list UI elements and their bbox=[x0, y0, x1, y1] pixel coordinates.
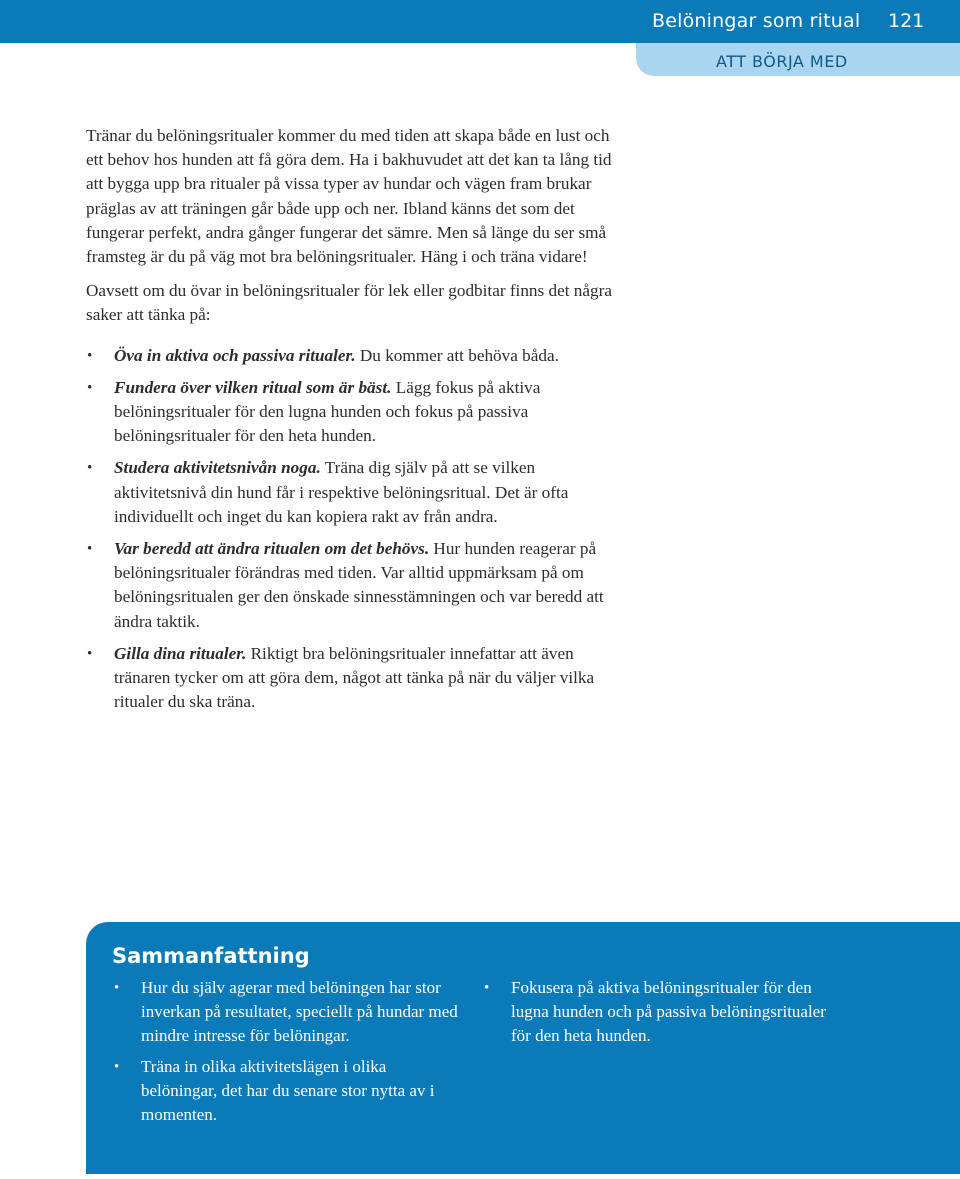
bullet-icon: • bbox=[87, 541, 93, 558]
list-item bbox=[86, 344, 626, 368]
summary-item bbox=[484, 976, 829, 1049]
list-item-lead: Var beredd att ändra ritualen om det behövs. bbox=[114, 539, 430, 559]
section-label: ATT BÖRJA MED bbox=[716, 52, 848, 71]
summary-item-text: Träna in olika aktivitetslägen i olika belöningar, det har du senare stor nytta av i momenten. bbox=[141, 1056, 435, 1125]
list-item-text: Träna dig själv på att se vilken aktivitetsnivå din hund får i respektive belöningsritual. Det är ofta individuellt och inget du kan kopiera rakt av från andra. bbox=[114, 458, 569, 526]
list-item bbox=[86, 642, 626, 715]
list-item-text: Hur hunden reagerar på belöningsritualer förändras med tiden. Var alltid uppmärksam på om belöningsritualen ger den önskade sinnesstämningen och var beredd att ändra taktik. bbox=[114, 539, 604, 631]
bullet-icon: • bbox=[484, 980, 490, 996]
main-text bbox=[86, 124, 626, 722]
bullet-icon: • bbox=[87, 347, 93, 364]
summary-item bbox=[114, 1055, 459, 1128]
intro-paragraph: Tränar du belöningsritualer kommer du med tiden att skapa både en lust och ett behov hos hunden att få göra dem. Ha i bakhuvudet att det kan ta lång tid att bygga upp bra ritualer på vissa typer av hundar och vägen fram brukar präglas av att träningen går både upp och ner. Ibland känns det som det fungerar perfekt, andra gånger fungerar det sämre. Men så länge du ser små framsteg är du på väg mot bra belöningsritualer. Häng i och träna vidare! bbox=[86, 126, 612, 267]
list-item bbox=[86, 537, 626, 634]
summary-right-list bbox=[484, 976, 829, 1055]
list-item-lead: Gilla dina ritualer. bbox=[114, 643, 247, 663]
list-item bbox=[86, 456, 626, 529]
list-item-lead: Öva in aktiva och passiva ritualer. bbox=[114, 345, 356, 365]
summary-box bbox=[86, 922, 960, 1174]
list-item-lead: Studera aktivitetsnivån noga. bbox=[114, 458, 321, 478]
summary-item-text: Hur du själv agerar med belöningen har stor inverkan på resultatet, speciellt på hundar med mindre intresse för belöningar. bbox=[141, 978, 458, 1046]
summary-item bbox=[114, 976, 459, 1049]
summary-left-list bbox=[114, 976, 459, 1133]
chapter-title: Belöningar som ritual bbox=[652, 10, 861, 32]
bullet-icon: • bbox=[114, 1058, 120, 1075]
summary-item-text: Fokusera på aktiva belöningsritualer för den lugna hunden och på passiva belöningsritualer för den heta hunden. bbox=[511, 978, 826, 1046]
summary-title: Sammanfattning bbox=[112, 944, 310, 968]
list-item-text: Du kommer att behöva båda. bbox=[355, 345, 559, 365]
list-item-lead: Fundera över vilken ritual som är bäst. bbox=[114, 377, 392, 397]
bullet-icon: • bbox=[87, 645, 93, 662]
bullet-icon: • bbox=[87, 460, 93, 477]
page-number: 121 bbox=[888, 10, 925, 32]
lead-in-paragraph: Oavsett om du övar in belöningsritualer för lek eller godbitar finns det några saker att tänka på: bbox=[86, 281, 612, 325]
list-item-text: Riktigt bra belöningsritualer innefattar att även tränaren tycker om att göra dem, något att tänka på när du väljer vilka ritualer du ska träna. bbox=[114, 643, 595, 712]
bullet-icon: • bbox=[87, 379, 93, 396]
bullet-icon: • bbox=[114, 980, 120, 996]
list-item-text: Lägg fokus på aktiva belöningsritualer för den lugna hunden och fokus på passiva belöningsritualer för den heta hunden. bbox=[114, 377, 541, 446]
list-item bbox=[86, 376, 626, 449]
tips-list bbox=[86, 344, 626, 715]
